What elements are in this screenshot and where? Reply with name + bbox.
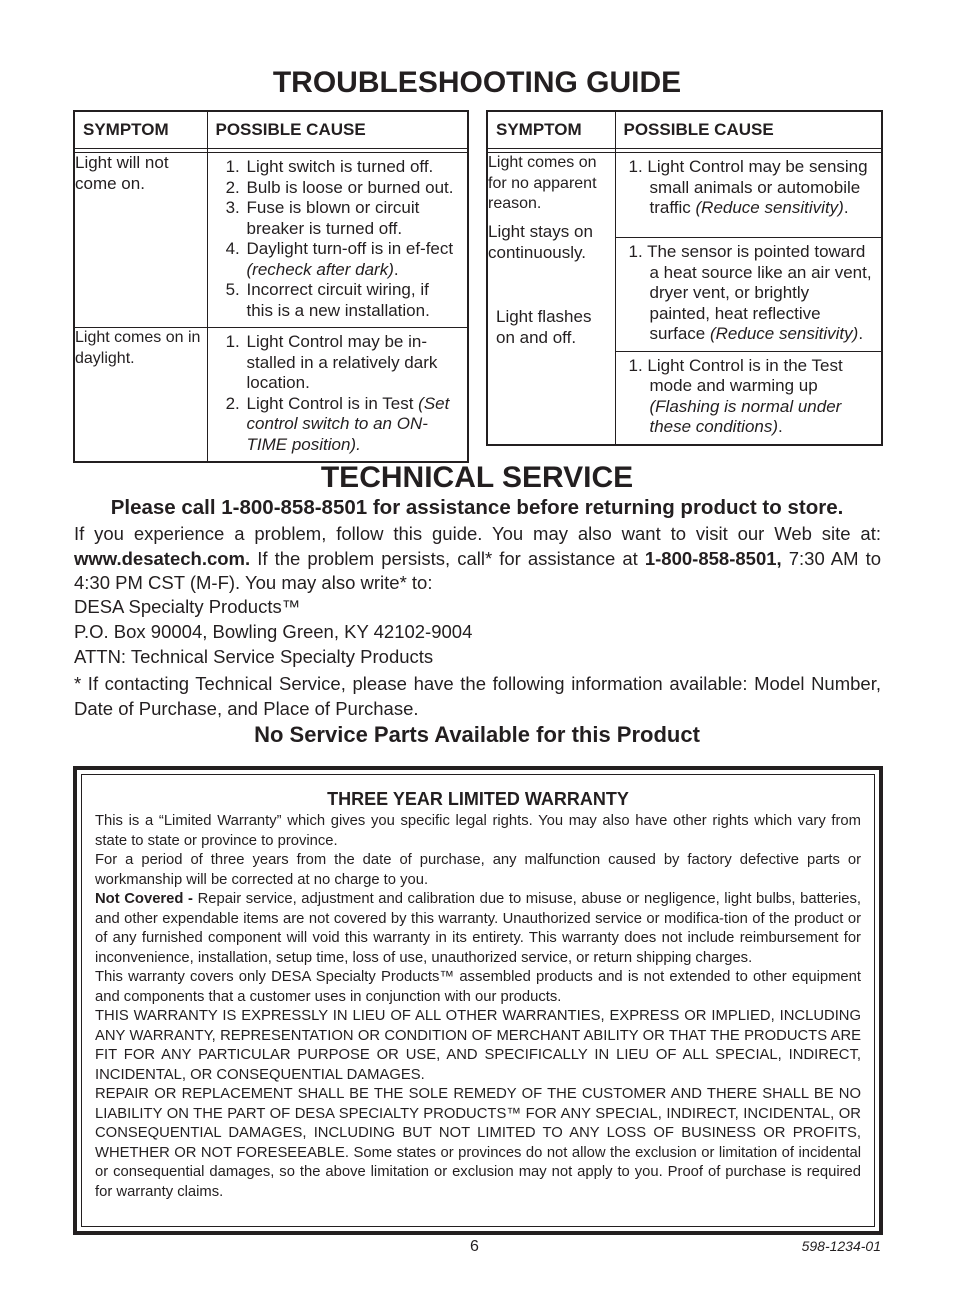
cause-item: 4. Daylight turn-off is in ef-fect (recheck after dark). — [245, 239, 460, 280]
cause-item: 2. Bulb is loose or burned out. — [245, 178, 460, 199]
symptom-stays-on: Light stays on continuously. — [488, 222, 615, 263]
page-number: 6 — [470, 1238, 479, 1255]
no-service-parts-heading: No Service Parts Available for this Product — [254, 722, 700, 747]
table-row — [74, 153, 468, 328]
call-instruction: Please call 1-800-858-8501 for assistance before returning product to store. — [110, 496, 844, 519]
symptom-cell: Light comes on in daylight. — [74, 328, 207, 463]
technical-paragraph: If you experience a problem, follow this guide. You may also want to visit our Web site at: www.desatech.com. If the problem persists, call* for assistance at 1-800-858-8501, 7:30 AM to 4:30 PM CST (M-F). You may also write* to: — [74, 523, 882, 593]
warranty-paragraph: This is a “Limited Warranty” which gives you specific legal rights. You may also have other rights which vary from state to state or province to province. — [95, 813, 861, 849]
cause-cell: 1. The sensor is pointed toward a heat source like an air vent, dryer vent, or brightly painted, heat reflective surface (Reduce sensitivity). — [615, 238, 882, 352]
warranty-box — [73, 766, 883, 1235]
document-number: 598-1234-01 — [801, 1238, 881, 1254]
symptom-cell — [487, 222, 615, 445]
troubleshooting-title: TROUBLESHOOTING GUIDE — [272, 66, 682, 99]
warranty-paragraph: REPAIR OR REPLACEMENT SHALL BE THE SOLE REMEDY OF THE CUSTOMER AND THERE SHALL BE NO LIABILITY ON THE PART OF DESA SPECIALTY PRODUCTS™ FOR ANY SPECIAL, INDIRECT, INCIDENTAL, OR CONSEQUENTIAL DAMAGES, INCLUDING BUT NOT LIMITED TO ANY LOSS OF BUSINESS OR PROFITS, WHETHER OR NOT FORESEEABLE. Some states or provinces do not allow the exclusion or limitation of incidental or consequential damages, so the above limitation or exclusion may not apply to you. Proof of purchase is required for warranty claims. — [95, 1086, 861, 1200]
header-symptom: SYMPTOM — [74, 111, 207, 149]
cause-item: 2. Light Control is in Test (Set control switch to an ON-TIME position). — [245, 394, 460, 456]
symptom-cell: Light comes on for no apparent reason. — [487, 153, 615, 238]
table-row — [487, 238, 882, 352]
header-symptom: SYMPTOM — [487, 111, 615, 149]
cause-item: 3. Fuse is blown or circuit breaker is turned off. — [245, 198, 460, 239]
warranty-title: THREE YEAR LIMITED WARRANTY — [327, 789, 629, 809]
cause-item: 1. Light switch is turned off. — [245, 157, 460, 178]
troubleshooting-table-right — [486, 110, 883, 446]
symptom-flashes: Light flashes on and off. — [496, 307, 592, 347]
cause-item: 5. Incorrect circuit wiring, if this is a new installation. — [245, 280, 460, 321]
phone-number: 1-800-858-8501, — [644, 547, 782, 569]
warranty-paragraph: Not Covered - Repair service, adjustment and calibration due to misuse, abuse or negligence, light bulbs, batteries, and other expendable items are not covered by this warranty. Unauthorized service or modifica-tion of the product or of any furnished component will void this warranty in its entirety. This warranty does not include reimbursement for inconvenience, installation, setup time, loss of use, unauthorized service, or return shipping charges. — [95, 891, 861, 966]
cause-cell: 1. Light Control is in the Test mode and warming up (Flashing is normal under these conditions). — [615, 351, 882, 445]
cause-cell — [207, 328, 468, 463]
troubleshooting-table-left — [73, 110, 469, 463]
address-line-2: P.O. Box 90004, Bowling Green, KY 42102-9004 — [74, 621, 473, 642]
service-note: * If contacting Technical Service, please have the following information available: Model Number, Date of Purchase, and Place of Purchase. — [74, 673, 881, 719]
warranty-paragraph: For a period of three years from the date of purchase, any malfunction caused by factory defective parts or workmanship will be corrected at no charge to you. — [95, 852, 861, 888]
warranty-paragraph: This warranty covers only DESA Specialty Products™ assembled products and is not extended to other equipment and components that a customer uses in conjunction with our products. — [95, 969, 861, 1005]
symptom-cell: Light will not come on. — [74, 153, 207, 328]
header-possible-cause: POSSIBLE CAUSE — [207, 111, 468, 149]
website-link[interactable]: www.desatech.com. — [74, 547, 251, 569]
address-line-3: ATTN: Technical Service Specialty Products — [74, 646, 434, 667]
technical-service-title: TECHNICAL SERVICE — [320, 461, 634, 494]
cause-cell: 1. Light Control may be sensing small animals or automobile traffic (Reduce sensitivity). — [615, 153, 882, 238]
address-line-1: DESA Specialty Products™ — [74, 596, 301, 617]
table-row — [74, 328, 468, 463]
warranty-paragraph: THIS WARRANTY IS EXPRESSLY IN LIEU OF ALL OTHER WARRANTIES, EXPRESS OR IMPLIED, INCLUDING ANY WARRANTY, REPRESENTATION OR CONDITION OF MERCHANT ABILITY OR THAT THE PRODUCTS ARE FIT FOR ANY PARTICULAR PURPOSE OR USE, AND SPECIFICALLY IN LIEU OF ALL SPECIAL, INDIRECT, INCIDENTAL, OR CONSEQUENTIAL DAMAGES. — [95, 1008, 861, 1083]
cause-cell — [207, 153, 468, 328]
header-possible-cause: POSSIBLE CAUSE — [615, 111, 882, 149]
warranty-body — [95, 812, 861, 1202]
cause-item: 1. Light Control may be in-stalled in a relatively dark location. — [245, 332, 460, 394]
